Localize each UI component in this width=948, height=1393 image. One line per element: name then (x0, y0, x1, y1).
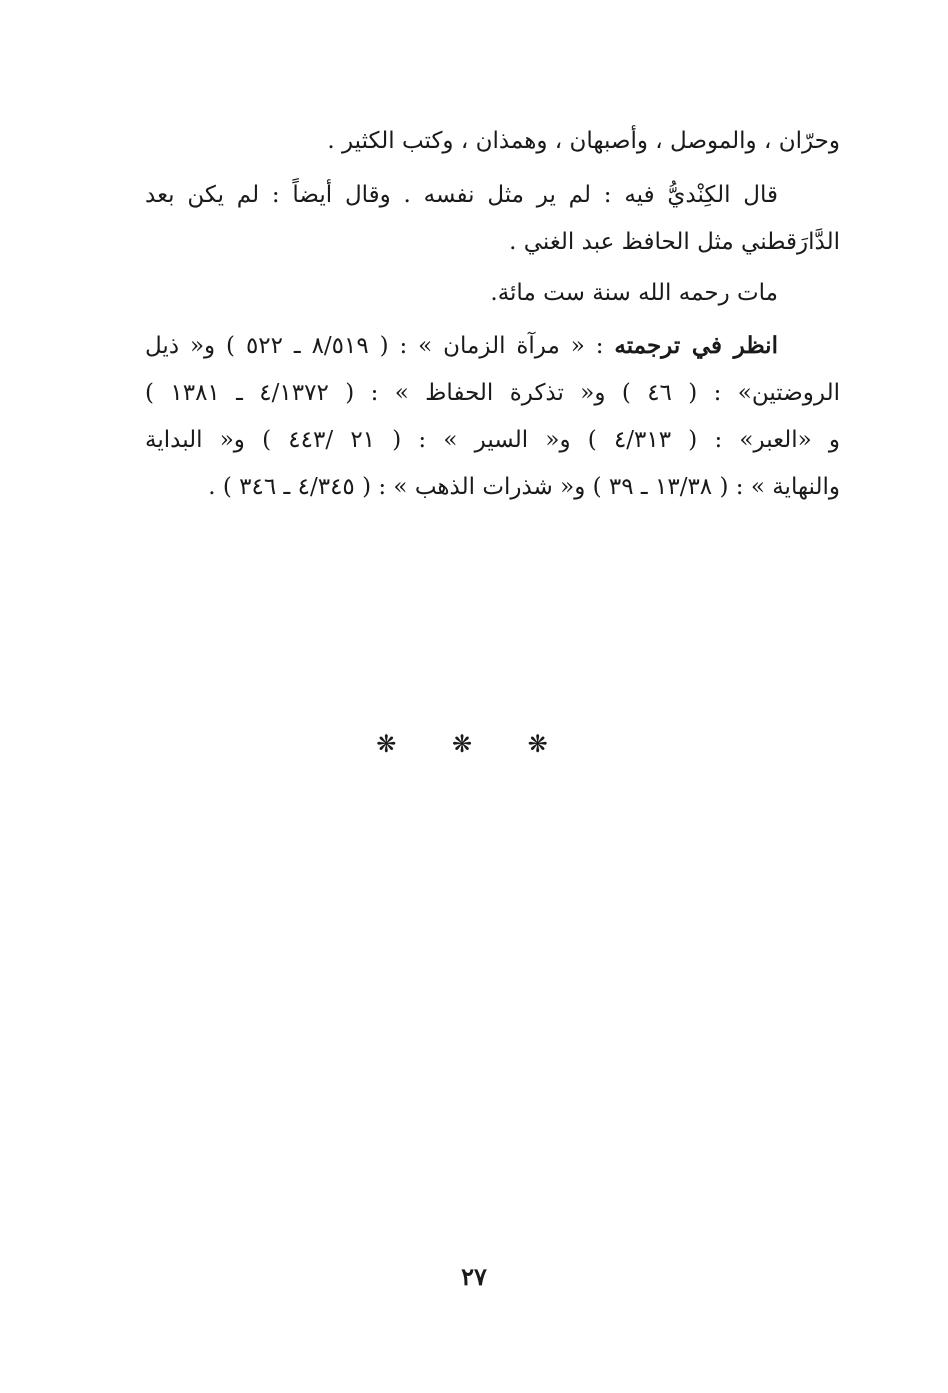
text-line: مات رحمه الله سنة ست مائة. (490, 280, 778, 306)
text-line (145, 322, 840, 370)
text-line: الدَّارَقطني مثل الحافظ عبد الغني . (509, 229, 840, 255)
page-number: ٢٧ (461, 1262, 487, 1291)
text-line: والنهاية » : ( ١٣/٣٨ ـ ٣٩ ) و« شذرات الذهب » : ( ٤/٣٤٥ ـ ٣٤٦ ) . (208, 474, 840, 500)
text-line: وحرّان ، والموصل ، وأصبهان ، وهمذان ، وكتب الكثير . (327, 128, 840, 154)
paragraph-references (145, 322, 840, 511)
text-line: قال الكِنْديُّ فيه : لم ير مثل نفسه . وقال أيضاً : لم يكن بعد (145, 182, 778, 208)
paragraph-kindi-quote (145, 172, 840, 266)
paragraph-death (145, 270, 840, 317)
references-text: : « مرآة الزمان » : ( ٨/٥١٩ ـ ٥٢٢ ) و« ذيل (145, 333, 615, 359)
section-separator: ❋ ❋ ❋ (376, 730, 572, 758)
paragraph-cities (145, 118, 840, 165)
text-line: الروضتين» : ( ٤٦ ) و« تذكرة الحفاظ » : ( ٤/١٣٧٢ ـ ١٣٨١ ) (145, 380, 840, 406)
references-lead: انظر في ترجمته (614, 332, 778, 359)
text-line: و «العبر» : ( ٤/٣١٣ ) و« السير » : ( ٢١ /٤٤٣ ) و« البداية (145, 427, 840, 453)
